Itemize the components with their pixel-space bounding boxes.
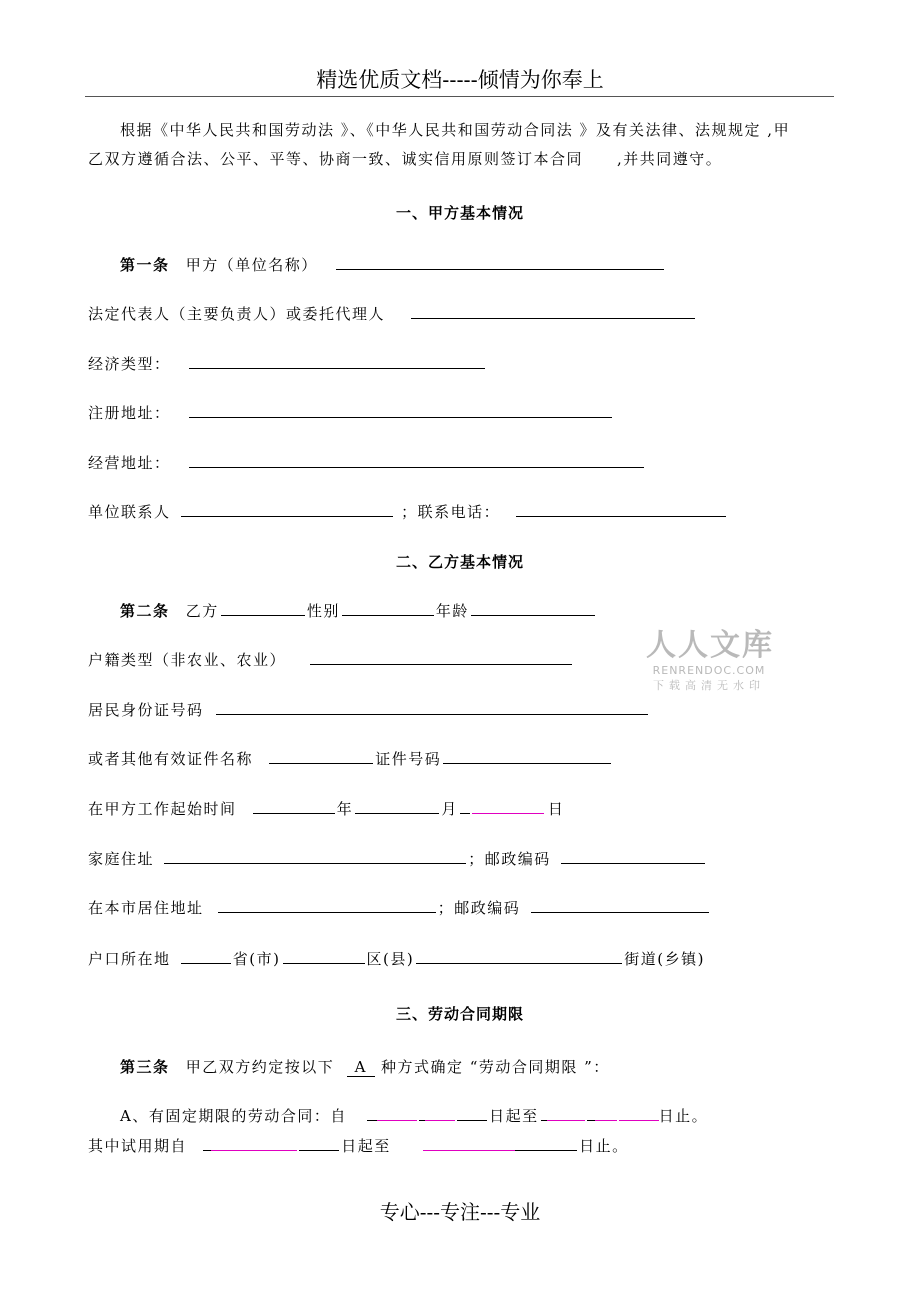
start-month-field[interactable] bbox=[355, 799, 439, 814]
article-1-row bbox=[120, 254, 666, 275]
start-time-row bbox=[88, 798, 564, 819]
article-3-choice[interactable]: A bbox=[347, 1058, 375, 1077]
start-day-label: 日 bbox=[547, 800, 565, 818]
trial-qizhi-label: 日起至 bbox=[341, 1137, 391, 1155]
home-addr-field[interactable] bbox=[164, 849, 466, 864]
contact-label: 单位联系人 bbox=[88, 503, 171, 521]
province-label: 省(市) bbox=[232, 950, 281, 968]
intro-line-2-text: 乙双方遵循合法、公平、平等、协商一致、诚实信用原则签订本合同 bbox=[88, 150, 584, 168]
district-label: 区(县) bbox=[366, 950, 415, 968]
other-id-field[interactable] bbox=[269, 749, 373, 764]
home-postcode-field[interactable] bbox=[561, 849, 705, 864]
id-number-field[interactable] bbox=[216, 700, 648, 715]
party-b-label: 乙方 bbox=[185, 602, 219, 620]
watermark bbox=[646, 620, 772, 693]
other-id-row bbox=[88, 748, 613, 769]
econ-type-label: 经济类型： bbox=[88, 355, 171, 373]
fixed-qizhi-label: 日起至 bbox=[489, 1107, 539, 1125]
local-postcode-label: ；邮政编码 bbox=[437, 899, 521, 917]
intro-line-2-end: ,并共同遵守。 bbox=[617, 150, 723, 168]
local-postcode-field[interactable] bbox=[531, 898, 709, 913]
intro-line-1: 根据《中华人民共和国劳动法 》、《中华人民共和国劳动合同法 》及有关法律、法规规定 ,甲 bbox=[120, 121, 791, 139]
biz-addr-row bbox=[88, 452, 646, 473]
start-time-label: 在甲方工作起始时间 bbox=[88, 800, 237, 818]
local-addr-row bbox=[88, 897, 711, 918]
hukou-type-row bbox=[88, 649, 574, 670]
contact-row bbox=[88, 501, 728, 522]
start-year-label: 年 bbox=[336, 800, 354, 818]
start-day-field-b[interactable] bbox=[472, 799, 544, 814]
trial-start-day-field[interactable] bbox=[299, 1136, 339, 1151]
page-footer: 专心---专注---专业 bbox=[379, 1200, 541, 1224]
watermark-sub: 下载高清无水印 bbox=[653, 679, 765, 692]
gender-label: 性别 bbox=[306, 602, 340, 620]
fixed-end-year-b[interactable] bbox=[547, 1106, 585, 1121]
page-header-title: 精选优质文档-----倾情为你奉上 bbox=[316, 68, 604, 92]
article-1-label: 第一条 bbox=[120, 256, 170, 274]
trial-start-month-field[interactable] bbox=[247, 1136, 297, 1151]
econ-type-row bbox=[88, 353, 487, 374]
phone-label: ；联系电话： bbox=[401, 503, 501, 521]
trial-start-year-b[interactable] bbox=[211, 1136, 247, 1151]
fixed-start-year-a[interactable] bbox=[367, 1106, 377, 1121]
biz-addr-label: 经营地址： bbox=[88, 454, 171, 472]
article-3-text-1: 甲乙双方约定按以下 bbox=[185, 1058, 335, 1076]
reg-addr-row bbox=[88, 402, 614, 423]
start-day-field-a[interactable] bbox=[460, 799, 470, 814]
trial-end-month-field[interactable] bbox=[463, 1136, 515, 1151]
fixed-end-month-b[interactable] bbox=[595, 1106, 617, 1121]
start-month-label: 月 bbox=[441, 800, 458, 818]
fixed-end-label: 日止。 bbox=[658, 1107, 709, 1125]
legal-rep-row bbox=[88, 303, 697, 324]
age-label: 年龄 bbox=[435, 602, 469, 620]
biz-addr-field[interactable] bbox=[189, 453, 644, 468]
article-2-label: 第二条 bbox=[120, 602, 170, 620]
trial-end-year-field[interactable] bbox=[423, 1136, 463, 1151]
legal-rep-field[interactable] bbox=[411, 304, 695, 319]
phone-field[interactable] bbox=[516, 502, 726, 517]
contact-field[interactable] bbox=[181, 502, 393, 517]
fixed-end-day-field[interactable] bbox=[619, 1106, 659, 1121]
header-divider bbox=[85, 96, 834, 97]
trial-label: 其中试用期自 bbox=[88, 1137, 188, 1155]
home-addr-label: 家庭住址 bbox=[88, 850, 155, 868]
id-no-field[interactable] bbox=[443, 749, 611, 764]
trial-end-day-field[interactable] bbox=[515, 1136, 577, 1151]
street-label: 街道(乡镇) bbox=[624, 950, 705, 968]
article-3-label: 第三条 bbox=[120, 1058, 170, 1076]
hukou-type-label: 户籍类型（非农业、农业） bbox=[88, 651, 287, 669]
legal-rep-label: 法定代表人（主要负责人）或委托代理人 bbox=[88, 305, 386, 323]
article-3-row bbox=[120, 1056, 610, 1077]
home-postcode-label: ；邮政编码 bbox=[468, 850, 551, 868]
fixed-start-month-b[interactable] bbox=[425, 1106, 455, 1121]
article-2-row bbox=[120, 600, 597, 621]
hukou-loc-label: 户口所在地 bbox=[88, 950, 171, 968]
other-id-label: 或者其他有效证件名称 bbox=[88, 750, 254, 768]
company-name-field[interactable] bbox=[336, 255, 664, 270]
local-addr-label: 在本市居住地址 bbox=[88, 899, 204, 917]
id-no-label: 证件号码 bbox=[375, 750, 442, 768]
fixed-term-row bbox=[120, 1105, 708, 1126]
intro-line-2 bbox=[88, 148, 722, 169]
section-2-title: 二、乙方基本情况 bbox=[395, 553, 524, 571]
trial-start-year-a[interactable] bbox=[203, 1136, 211, 1151]
id-number-row bbox=[88, 699, 650, 720]
watermark-title: 人人文库 bbox=[646, 628, 774, 663]
article-3-text-2: 种方式确定 “劳动合同期限 ”： bbox=[380, 1058, 610, 1076]
fixed-term-label: A、有固定期限的劳动合同：自 bbox=[120, 1107, 347, 1125]
fixed-end-month-a[interactable] bbox=[587, 1106, 595, 1121]
section-1-title: 一、甲方基本情况 bbox=[395, 204, 524, 222]
reg-addr-field[interactable] bbox=[189, 403, 612, 418]
fixed-start-day-field[interactable] bbox=[457, 1106, 487, 1121]
hukou-loc-row bbox=[88, 948, 705, 969]
local-addr-field[interactable] bbox=[218, 898, 436, 913]
hukou-type-field[interactable] bbox=[310, 650, 572, 665]
reg-addr-label: 注册地址： bbox=[88, 404, 171, 422]
province-field[interactable] bbox=[181, 949, 231, 964]
gender-field[interactable] bbox=[342, 601, 434, 616]
age-field[interactable] bbox=[471, 601, 595, 616]
party-b-name-field[interactable] bbox=[221, 601, 305, 616]
section-3-title: 三、劳动合同期限 bbox=[395, 1005, 524, 1023]
district-field[interactable] bbox=[283, 949, 365, 964]
id-number-label: 居民身份证号码 bbox=[88, 701, 204, 719]
fixed-start-year-b[interactable] bbox=[377, 1106, 417, 1121]
home-addr-row bbox=[88, 848, 707, 869]
econ-type-field[interactable] bbox=[189, 354, 485, 369]
trial-row bbox=[88, 1135, 629, 1156]
watermark-url: RENRENDOC.COM bbox=[652, 664, 766, 677]
start-year-field[interactable] bbox=[253, 799, 335, 814]
trial-end-label: 日止。 bbox=[579, 1137, 629, 1155]
article-1-text: 甲方（单位名称） bbox=[185, 256, 318, 274]
street-field[interactable] bbox=[416, 949, 622, 964]
